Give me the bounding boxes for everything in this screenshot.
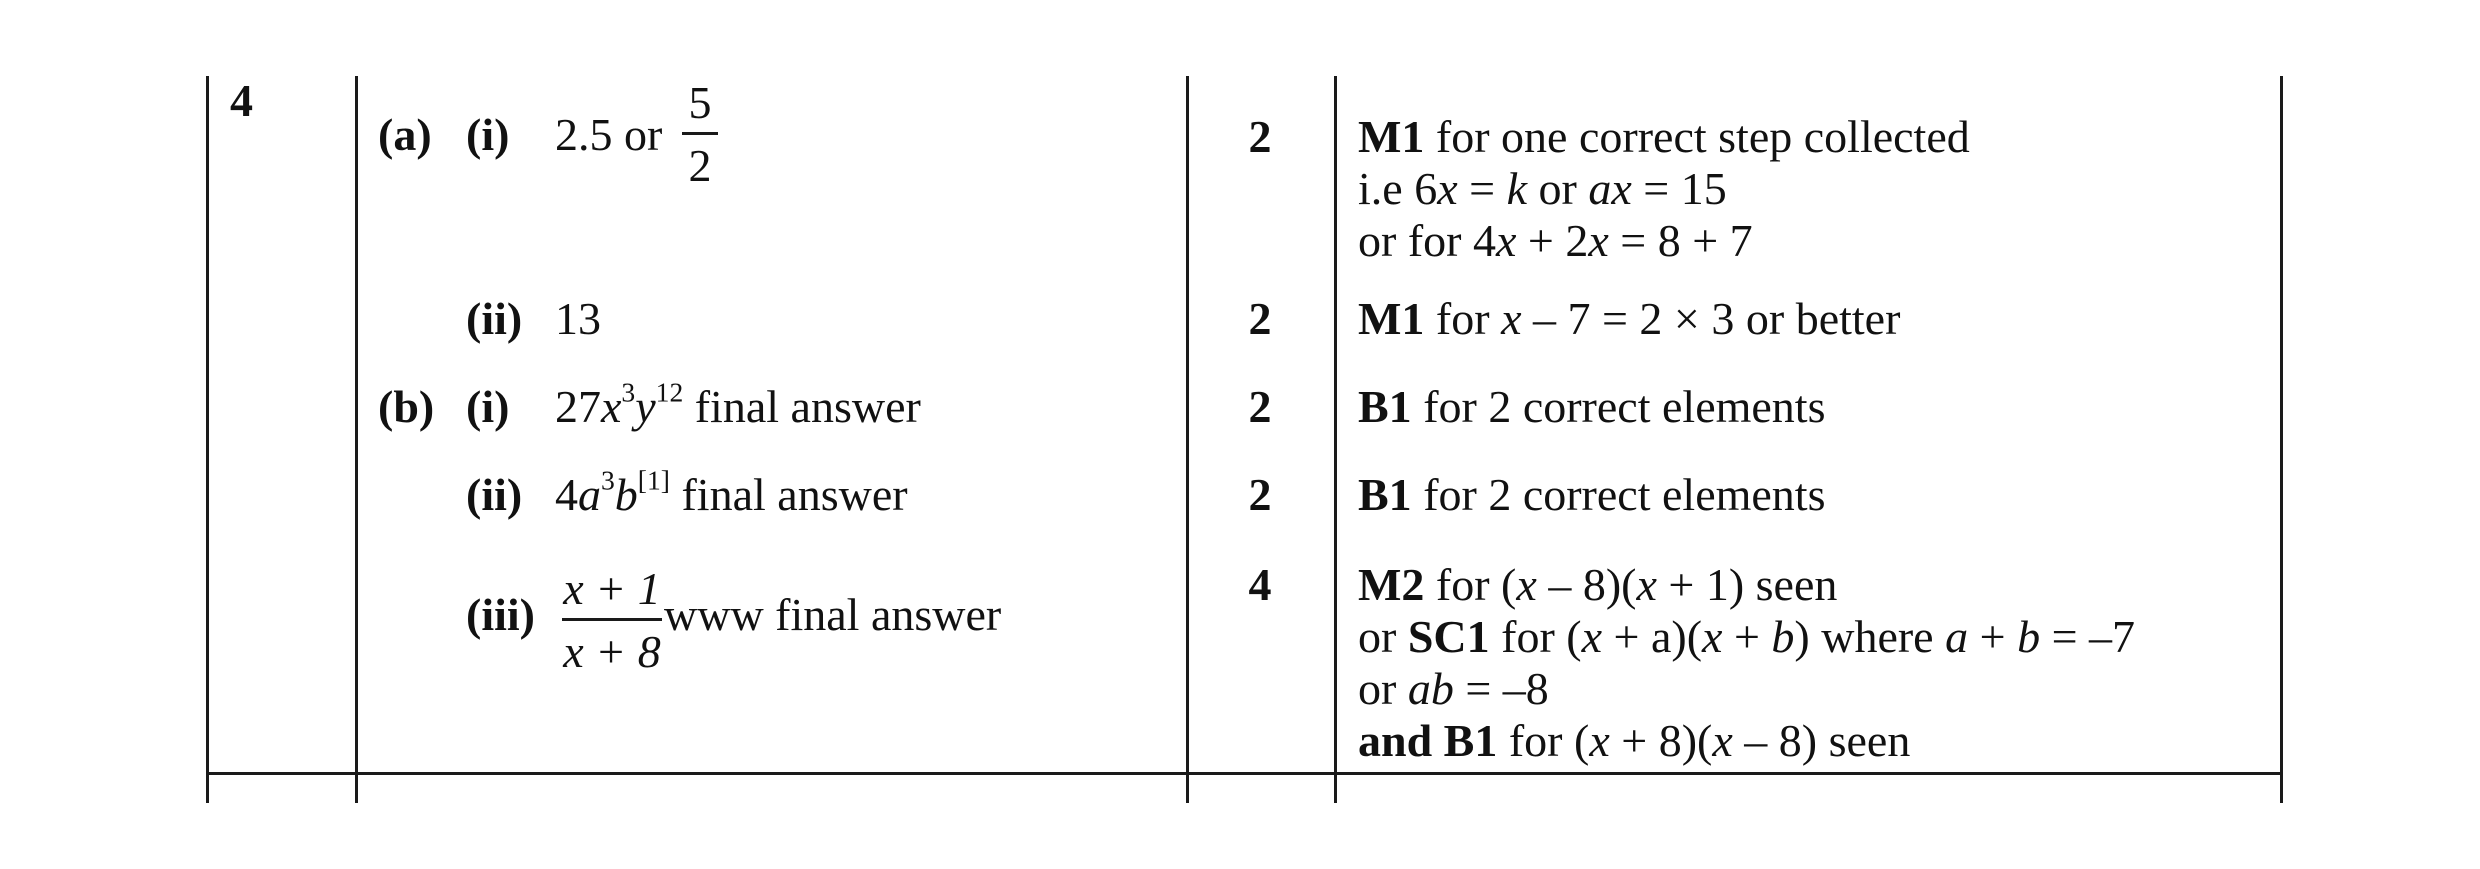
guidance-line: i.e 6x = k or ax = 15 bbox=[1358, 163, 1727, 214]
subpart-label: (iii) bbox=[466, 589, 535, 640]
guidance-line: or ab = –8 bbox=[1358, 663, 1549, 714]
answer-text: 13 bbox=[555, 293, 601, 344]
answer-expression: $4a^3b[1]$ final answer bbox=[555, 464, 908, 520]
fraction-numerator: 5 bbox=[688, 77, 712, 128]
fraction-denominator: 2 bbox=[688, 140, 712, 191]
mark-value: 2 bbox=[1248, 111, 1272, 162]
guidance-line: M2 for (x – 8)(x + 1) seen bbox=[1358, 559, 1838, 610]
table-row-divider bbox=[206, 772, 2283, 775]
part-label: (b) bbox=[378, 381, 435, 432]
table-border-right bbox=[2280, 76, 2283, 803]
mark-value: 2 bbox=[1248, 381, 1272, 432]
subpart-label: (i) bbox=[466, 381, 510, 432]
part-label: (a) bbox=[378, 109, 432, 160]
guidance-line: M1 for x – 7 = 2 × 3 or better bbox=[1358, 293, 1901, 344]
mark-value: 4 bbox=[1248, 559, 1272, 610]
answer-expression: $27x^3y^{12}$ final answer bbox=[555, 376, 921, 432]
table-border-question bbox=[355, 76, 358, 803]
subpart-label: (ii) bbox=[466, 293, 523, 344]
guidance-line: or for 4x + 2x = 8 + 7 bbox=[1358, 215, 1753, 266]
mark-value: 2 bbox=[1248, 469, 1272, 520]
guidance-line: or SC1 for (x + a)(x + b) where a + b = –7 bbox=[1358, 611, 2136, 662]
guidance-line: and B1 for (x + 8)(x – 8) seen bbox=[1358, 715, 1911, 766]
table-border-answer bbox=[1186, 76, 1189, 803]
answer-suffix: www final answer bbox=[664, 589, 1002, 640]
answer-text: 2.5 or bbox=[555, 109, 663, 160]
table-border-marks bbox=[1334, 76, 1337, 803]
guidance-line: B1 for 2 correct elements bbox=[1358, 381, 1826, 432]
subpart-label: (i) bbox=[466, 109, 510, 160]
table-border-left bbox=[206, 76, 209, 803]
answer-fraction bbox=[682, 77, 718, 191]
fraction-denominator: x + 8 bbox=[563, 626, 661, 677]
subpart-label: (ii) bbox=[466, 469, 523, 520]
fraction-numerator: x + 1 bbox=[563, 563, 661, 614]
guidance-line: B1 for 2 correct elements bbox=[1358, 469, 1826, 520]
answer-fraction bbox=[562, 563, 662, 677]
question-number: 4 bbox=[230, 75, 253, 126]
guidance-line: M1 for one correct step collected bbox=[1358, 111, 1970, 162]
mark-value: 2 bbox=[1248, 293, 1272, 344]
